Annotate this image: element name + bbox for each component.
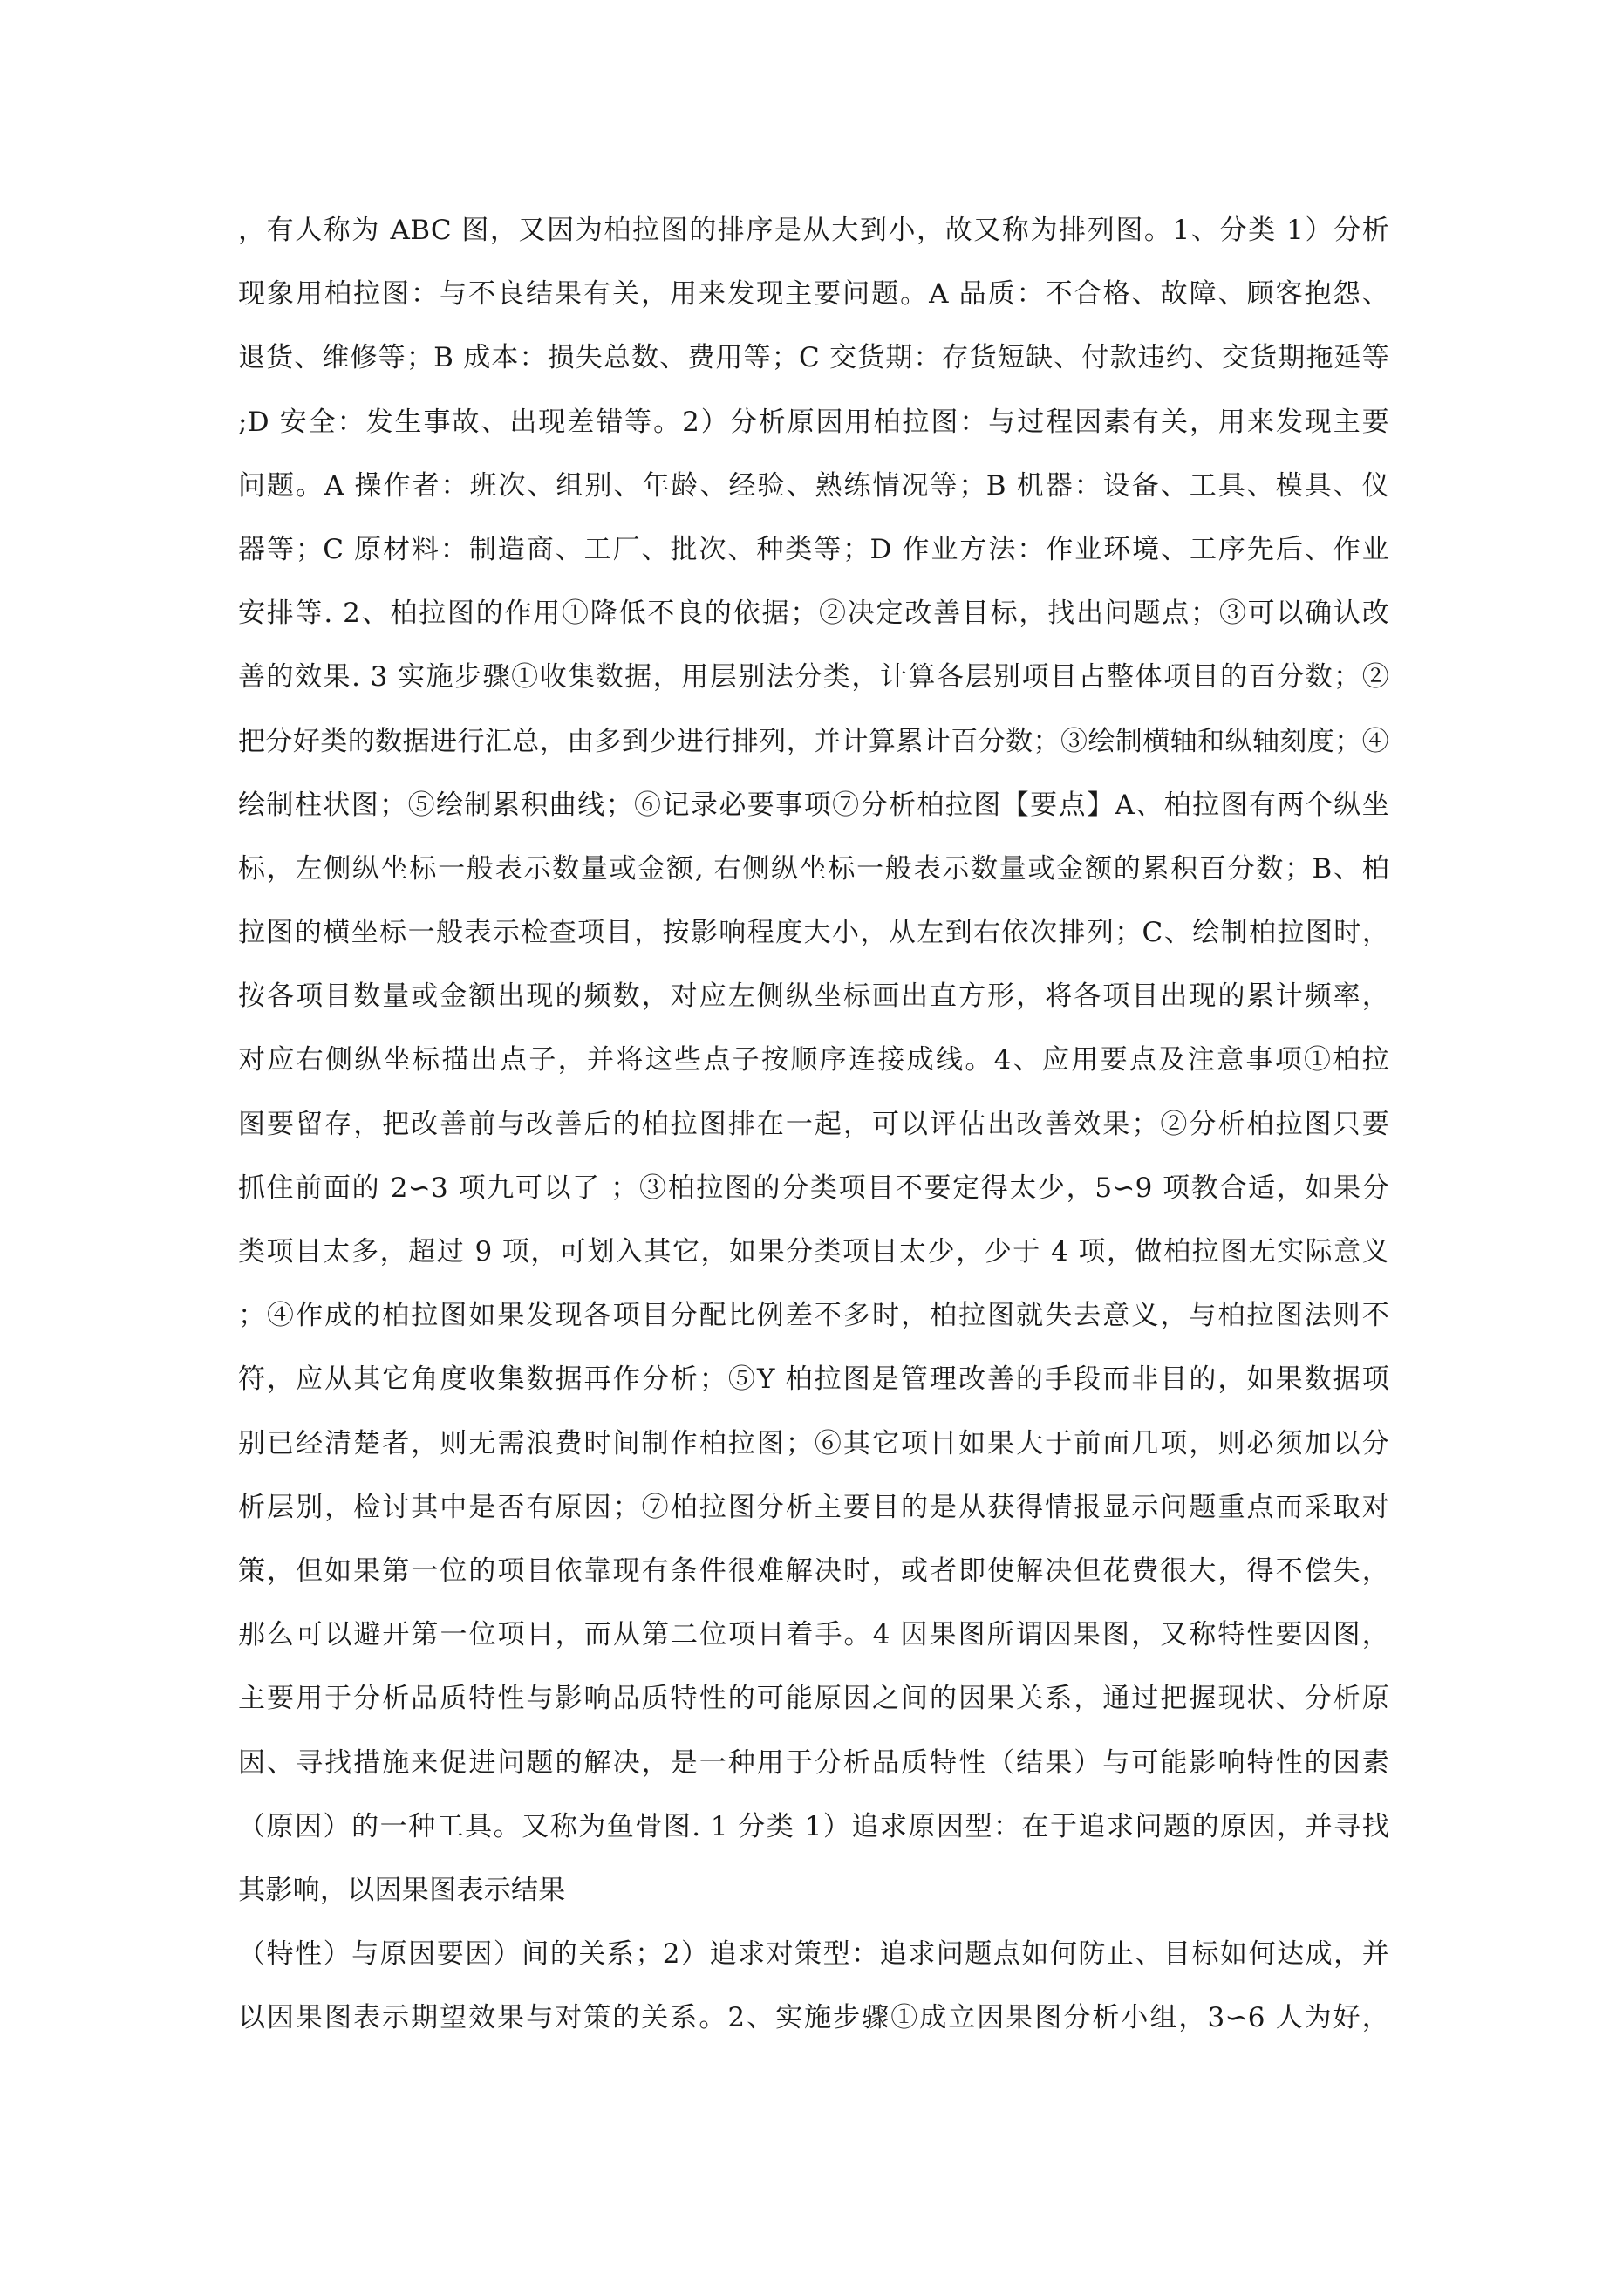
text-line-12: 拉图的横坐标一般表示检查项目，按影响程度大小，从左到右依次排列；C、绘制柏拉图时， (238, 917, 1389, 949)
text-line-13: 按各项目数量或金额出现的频数，对应左侧纵坐标画出直方形，将各项目出现的累计频率， (238, 981, 1389, 1013)
text-line-22: 策，但如果第一位的项目依靠现有条件很难解决时，或者即使解决但花费很大，得不偿失， (238, 1555, 1389, 1587)
text-line-28: （特性）与原因要因）间的关系；2）追求对策型：追求问题点如何防止、目标如何达成，并 (238, 1938, 1389, 1971)
text-line-20: 别已经清楚者，则无需浪费时间制作柏拉图；⑥其它项目如果大于前面几项，则必须加以分 (238, 1427, 1389, 1459)
text-line-25: 因、寻找措施来促进问题的解决，是一种用于分析品质特性（结果）与可能影响特性的因素 (238, 1746, 1389, 1779)
text-line-4: ;D 安全：发生事故、出现差错等。2）分析原因用柏拉图：与过程因素有关，用来发现主要 (238, 406, 1389, 438)
text-line-9: 把分好类的数据进行汇总，由多到少进行排列，并计算累计百分数；③绘制横轴和纵轴刻度；④ (238, 725, 1389, 757)
text-line-27: 其影响，以因果图表示结果 (238, 1874, 566, 1906)
text-line-15: 图要留存，把改善前与改善后的柏拉图排在一起，可以评估出改善效果；②分析柏拉图只要 (238, 1108, 1389, 1140)
text-line-2: 现象用柏拉图：与不良结果有关，用来发现主要问题。A 品质：不合格、故障、顾客抱怨、 (238, 278, 1389, 311)
text-line-8: 善的效果. 3 实施步骤①收集数据，用层别法分类，计算各层别项目占整体项目的百分数；② (238, 661, 1389, 694)
text-line-18: ；④作成的柏拉图如果发现各项目分配比例差不多时，柏拉图就失去意义，与柏拉图法则不 (238, 1300, 1389, 1332)
text-line-6: 器等；C 原材料：制造商、工厂、批次、种类等；D 作业方法：作业环境、工序先后、作业 (238, 533, 1389, 565)
text-line-5: 问题。A 操作者：班次、组别、年龄、经验、熟练情况等；B 机器：设备、工具、模具、仪 (238, 469, 1389, 502)
text-line-10: 绘制柱状图；⑤绘制累积曲线；⑥记录必要事项⑦分析柏拉图【要点】A、柏拉图有两个纵坐 (238, 789, 1389, 821)
text-line-14: 对应右侧纵坐标描出点子，并将这些点子按顺序连接成线。4、应用要点及注意事项①柏拉 (238, 1044, 1389, 1076)
text-line-17: 类项目太多，超过 9 项，可划入其它，如果分类项目太少，少于 4 项，做柏拉图无实际意义 (238, 1236, 1389, 1268)
text-line-3: 退货、维修等；B 成本：损失总数、费用等；C 交货期：存货短缺、付款违约、交货期拖延等 (238, 342, 1389, 374)
text-line-1: ，有人称为 ABC 图，又因为柏拉图的排序是从大到小，故又称为排列图。1、分类 1）分析 (238, 215, 1389, 246)
text-line-24: 主要用于分析品质特性与影响品质特性的可能原因之间的因果关系，通过把握现状、分析原 (238, 1683, 1389, 1715)
text-line-26: （原因）的一种工具。又称为鱼骨图. 1 分类 1）追求原因型：在于追求问题的原因，并寻找 (238, 1810, 1389, 1842)
text-line-21: 析层别，检讨其中是否有原因；⑦柏拉图分析主要目的是从获得情报显示问题重点而采取对 (238, 1491, 1389, 1523)
text-line-19: 符，应从其它角度收集数据再作分析；⑤Y 柏拉图是管理改善的手段而非目的，如果数据项 (238, 1363, 1389, 1396)
text-line-7: 安排等. 2、柏拉图的作用①降低不良的依据；②决定改善目标，找出问题点；③可以确认改 (238, 598, 1389, 630)
text-line-29: 以因果图表示期望效果与对策的关系。2、实施步骤①成立因果图分析小组，3∽6 人为好， (238, 2002, 1389, 2034)
text-line-11: 标，左侧纵坐标一般表示数量或金额, 右侧纵坐标一般表示数量或金额的累积百分数；B、柏 (238, 852, 1389, 885)
body-text (238, 199, 1389, 2050)
text-line-23: 那么可以避开第一位项目，而从第二位项目着手。4 因果图所谓因果图，又称特性要因图， (238, 1619, 1389, 1651)
text-line-16: 抓住前面的 2∽3 项九可以了 ；③柏拉图的分类项目不要定得太少，5∽9 项教合适，如果分 (238, 1172, 1389, 1204)
